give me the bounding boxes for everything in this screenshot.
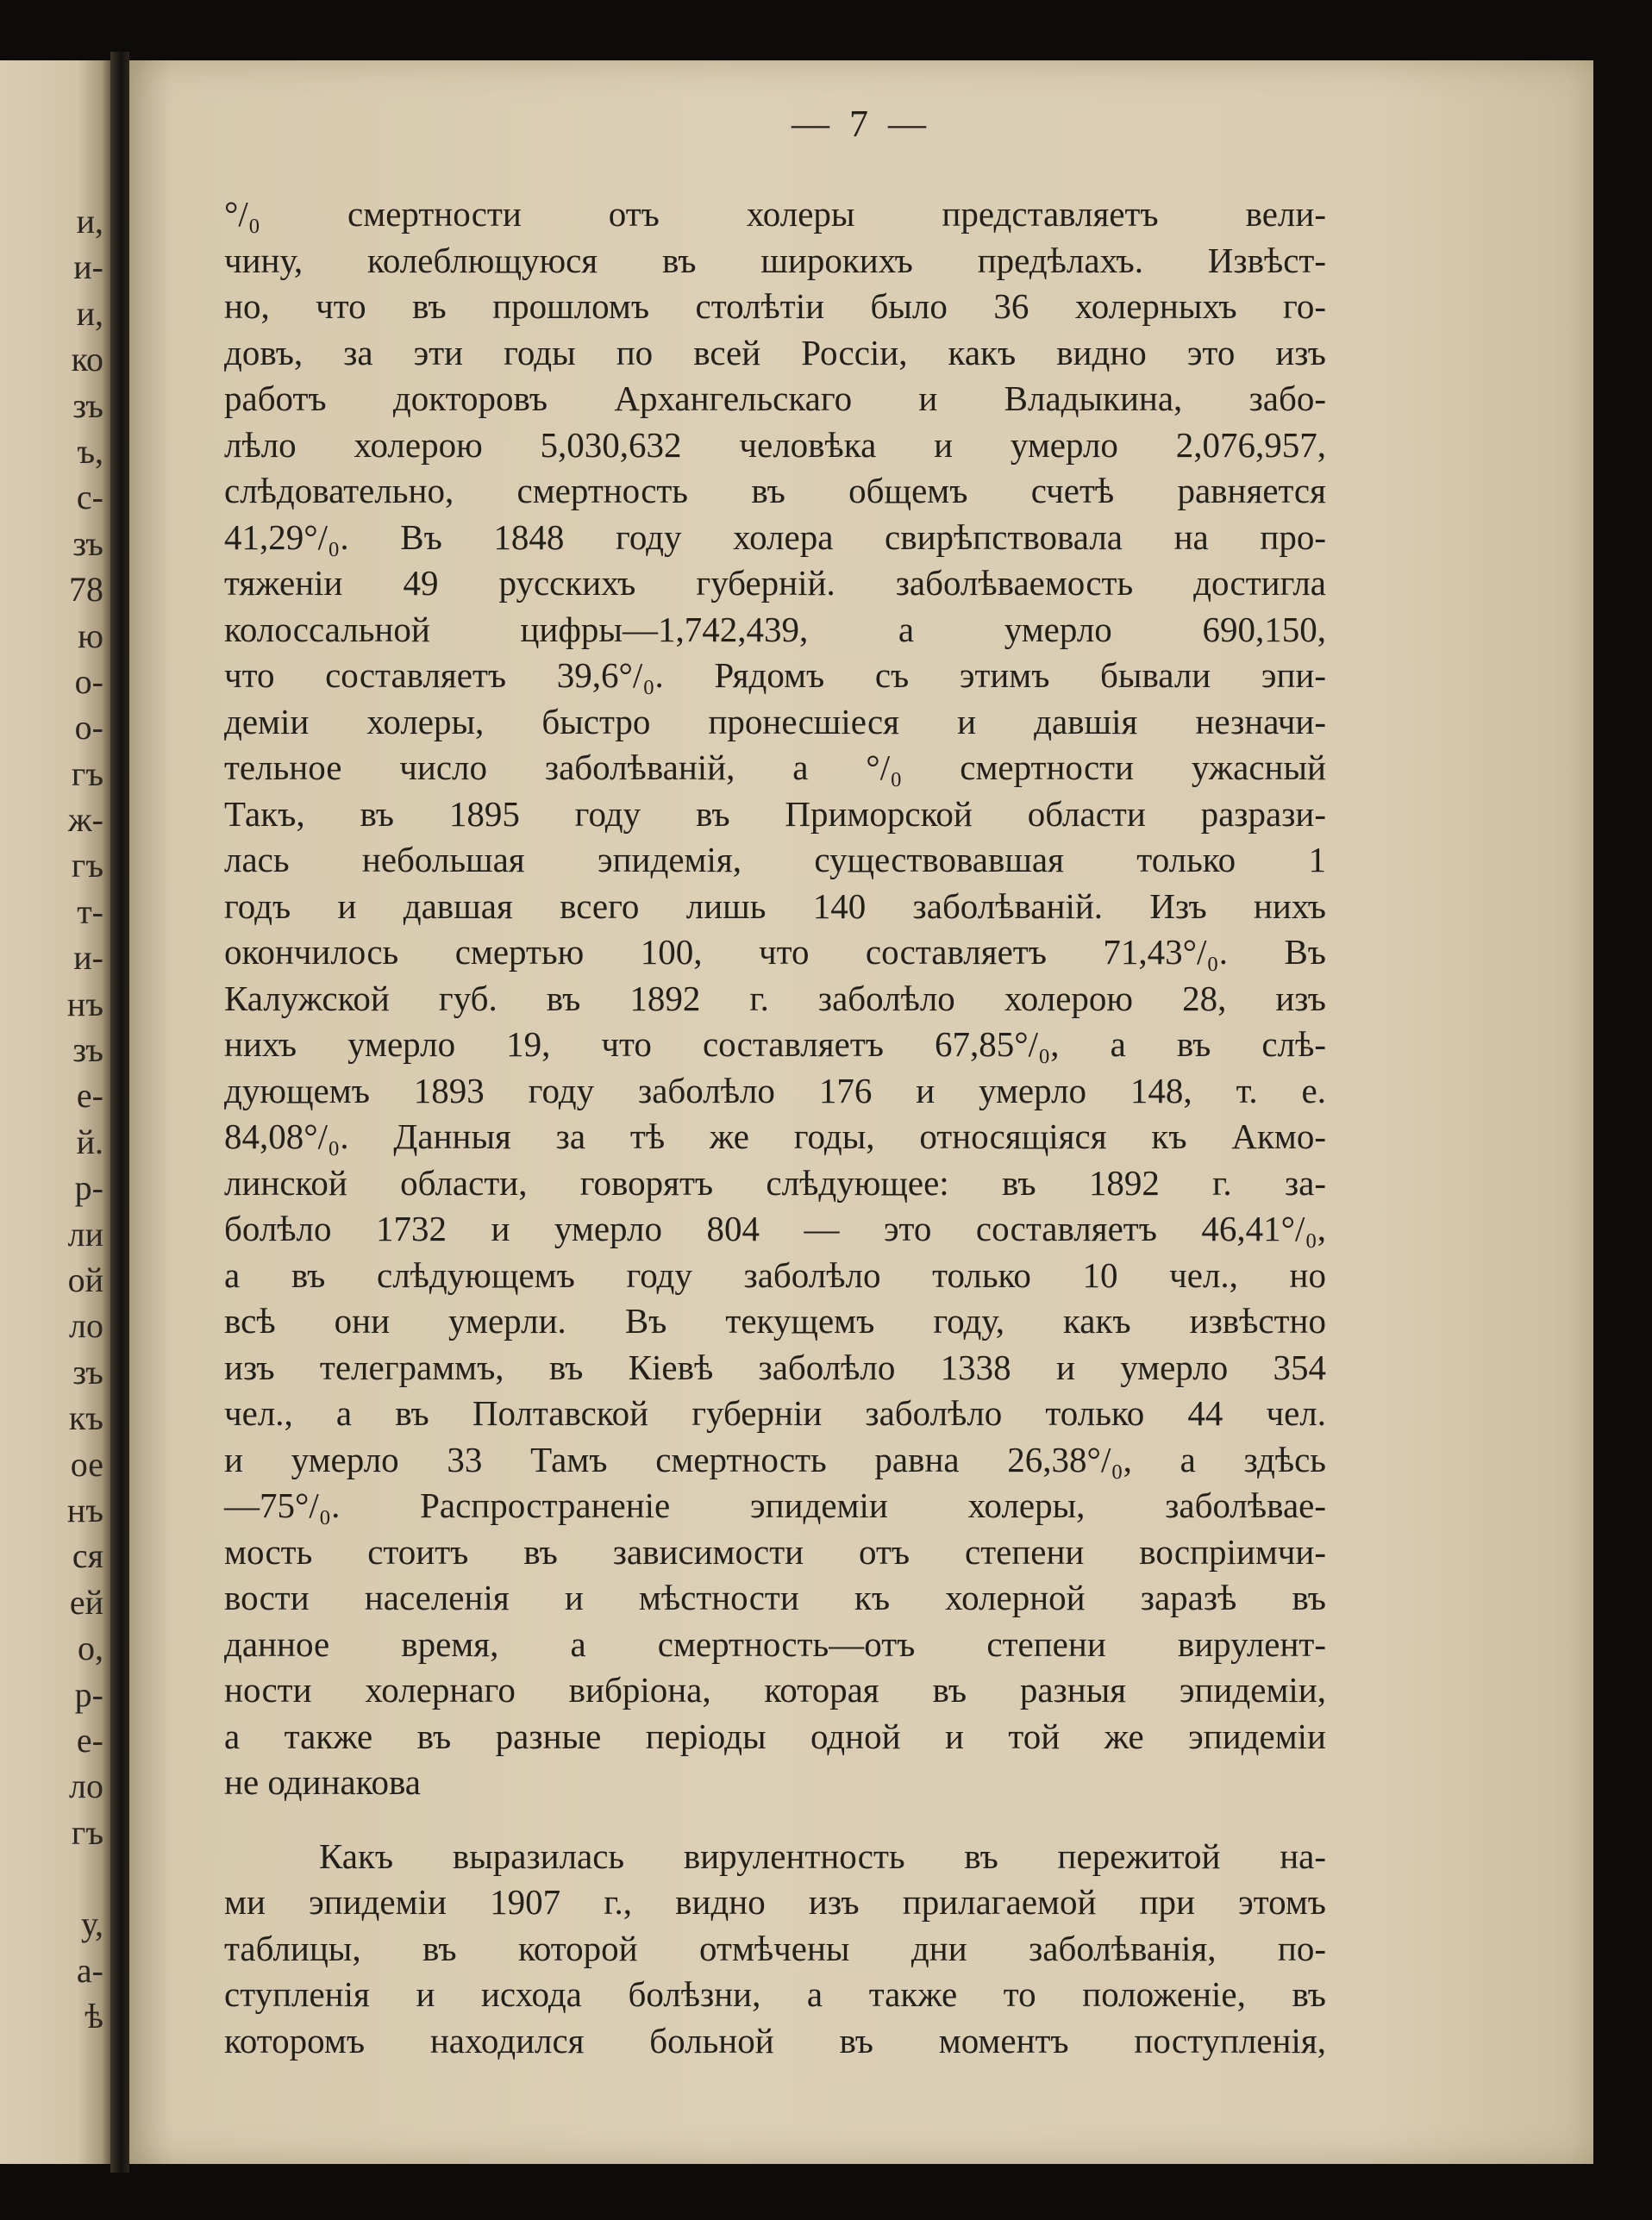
- facing-page-fragment: и-: [73, 247, 103, 287]
- text-line: колоссальной цифры—1,742,439, а умерло 690,150,: [224, 609, 1326, 649]
- text-line: лѣло холерою 5,030,632 человѣка и умерло 2,076,957,: [224, 424, 1326, 465]
- text-line: но, что въ прошломъ столѣтіи было 36 холерныхъ го-: [224, 286, 1326, 326]
- text-line: нихъ умерло 19, что составляетъ 67,85°/₀, а въ слѣ-: [224, 1024, 1326, 1064]
- book-gutter: [110, 52, 129, 2173]
- facing-page-fragment: нъ: [66, 1490, 103, 1529]
- paragraph-1: [224, 191, 1326, 1806]
- text-line: дующемъ 1893 году заболѣло 176 и умерло 148, т. е.: [224, 1070, 1326, 1110]
- text-line: таблицы, въ которой отмѣчены дни заболѣванія, по-: [224, 1928, 1326, 1968]
- text-line: ступленія и исхода болѣзни, а также то положеніе, въ: [224, 1974, 1326, 2014]
- facing-page-fragment: е-: [76, 1720, 103, 1760]
- text-line: 84,08°/₀. Данныя за тѣ же годы, относящіяся къ Акмо-: [224, 1116, 1326, 1156]
- text-line: 41,29°/₀. Въ 1848 году холера свирѣпствовала на про-: [224, 516, 1326, 557]
- facing-page-fragment: ко: [71, 340, 103, 379]
- text-line: работъ докторовъ Архангельскаго и Владыкина, забо-: [224, 378, 1326, 418]
- facing-page-fragment: е-: [76, 1076, 103, 1116]
- facing-page-fragment: ло: [69, 1306, 103, 1346]
- facing-page-fragment: о,: [78, 1629, 103, 1668]
- facing-page-fragment: и,: [76, 202, 103, 241]
- text-line: линской области, говорятъ слѣдующее: въ 1892 г. за-: [224, 1162, 1326, 1203]
- text-line: и умерло 33 Тамъ смертность равна 26,38°/₀, а здѣсь: [224, 1439, 1326, 1479]
- text-line: не одинакова: [224, 1762, 422, 1802]
- facing-page-fragment: ло: [69, 1767, 103, 1806]
- text-line: тельное число заболѣваній, а °/₀ смертности ужасный: [224, 747, 1326, 787]
- facing-page-fragment: 78: [69, 570, 103, 610]
- text-line: лась небольшая эпидемія, существовавшая только 1: [224, 840, 1326, 879]
- facing-page-fragment: ли: [67, 1214, 103, 1254]
- text-line: ми эпидеміи 1907 г., видно изъ прилагаемой при этомъ: [224, 1882, 1326, 1922]
- text-line: а также въ разные періоды одной и той же эпидеміи: [224, 1716, 1326, 1756]
- text-line: —75°/₀. Распространеніе эпидеміи холеры, заболѣвае-: [224, 1485, 1326, 1525]
- text-line: Какъ выразилась вирулентность въ пережитой на-: [319, 1835, 1326, 1876]
- text-line: годъ и давшая всего лишь 140 заболѣваній. Изъ нихъ: [224, 885, 1326, 926]
- text-line: тяженіи 49 русскихъ губерній. заболѣваемость достигла: [224, 563, 1326, 603]
- facing-page-fragment: ж-: [68, 800, 103, 840]
- facing-page-fragment: [67, 1855, 103, 1901]
- text-line: данное время, а смертность—отъ степени вирулент-: [224, 1623, 1326, 1664]
- paragraph-2: [224, 1834, 1326, 2065]
- facing-page-fragment: ъ,: [77, 431, 103, 471]
- facing-page-fragment: й.: [76, 1122, 103, 1161]
- text-line: а въ слѣдующемъ году заболѣло только 10 чел., но: [224, 1254, 1326, 1295]
- text-line: довъ, за эти годы по всей Россіи, какъ видно это изъ: [224, 332, 1326, 372]
- text-line: всѣ они умерли. Въ текущемъ году, какъ извѣстно: [224, 1301, 1326, 1341]
- facing-page-fragment: зъ: [72, 523, 103, 563]
- facing-page-fragment: р-: [74, 1674, 103, 1714]
- facing-page-fragment: а-: [76, 1950, 103, 1990]
- book-page: [129, 60, 1593, 2164]
- facing-page-fragment: ю: [78, 616, 103, 655]
- text-line: чину, колеблющуюся въ широкихъ предѣлахъ. Извѣст-: [224, 240, 1326, 280]
- facing-page-fragment: зъ: [72, 1030, 103, 1070]
- facing-page-fragment: у,: [81, 1904, 103, 1944]
- facing-page-fragment: р-: [74, 1168, 103, 1208]
- facing-page-fragment: и,: [76, 293, 103, 333]
- text-line: °/₀ смертности отъ холеры представляетъ вели-: [224, 194, 1326, 234]
- facing-page-fragment: и-: [73, 938, 103, 978]
- facing-page-fragment: гъ: [71, 1812, 103, 1852]
- facing-page-fragment: гъ: [71, 754, 103, 793]
- facing-page-fragment: о-: [74, 661, 103, 701]
- facing-page-fragment: зъ: [72, 1352, 103, 1391]
- body-text: [224, 191, 1326, 2064]
- text-line: деміи холеры, быстро пронесшіеся и давшія незначи-: [224, 701, 1326, 741]
- paragraph-gap: [224, 1806, 1326, 1834]
- facing-page-fragment: ей: [69, 1582, 103, 1622]
- text-line: Такъ, въ 1895 году въ Приморской области разрази-: [224, 793, 1326, 834]
- facing-page-fragment: ся: [72, 1536, 103, 1576]
- text-line: чел., а въ Полтавской губерніи заболѣло только 44 чел.: [224, 1393, 1326, 1433]
- facing-page-line-endings: [67, 198, 103, 2040]
- text-line: что составляетъ 39,6°/₀. Рядомъ съ этимъ бывали эпи-: [224, 655, 1326, 695]
- page-number: — 7 —: [792, 103, 931, 145]
- facing-page-edge: [0, 60, 110, 2164]
- facing-page-fragment: с-: [76, 478, 103, 517]
- facing-page-fragment: къ: [68, 1398, 103, 1438]
- facing-page-fragment: зъ: [72, 385, 103, 425]
- text-line: Калужской губ. въ 1892 г. заболѣло холерою 28, изъ: [224, 978, 1326, 1018]
- text-line: ности холернаго вибріона, которая въ разныя эпидеміи,: [224, 1670, 1326, 1710]
- facing-page-fragment: ой: [67, 1260, 103, 1299]
- text-line: мость стоитъ въ зависимости отъ степени воспріимчи-: [224, 1531, 1326, 1572]
- text-line: слѣдовательно, смертность въ общемъ счетѣ равняется: [224, 471, 1326, 510]
- facing-page-fragment: ѣ: [84, 1997, 103, 2036]
- facing-page-fragment: нъ: [66, 984, 103, 1023]
- text-line: болѣло 1732 и умерло 804 — это составляетъ 46,41°/₀,: [224, 1209, 1326, 1248]
- facing-page-fragment: т-: [77, 891, 103, 931]
- text-line: изъ телеграммъ, въ Кіевѣ заболѣло 1338 и умерло 354: [224, 1347, 1326, 1387]
- facing-page-fragment: ое: [70, 1444, 103, 1484]
- facing-page-fragment: гъ: [71, 846, 103, 885]
- text-line: которомъ находился больной въ моментъ поступленія,: [224, 2020, 1326, 2061]
- text-line: вости населенія и мѣстности къ холерной заразѣ въ: [224, 1578, 1326, 1617]
- text-line: окончилось смертью 100, что составляетъ 71,43°/₀. Въ: [224, 932, 1326, 972]
- facing-page-fragment: о-: [74, 708, 103, 747]
